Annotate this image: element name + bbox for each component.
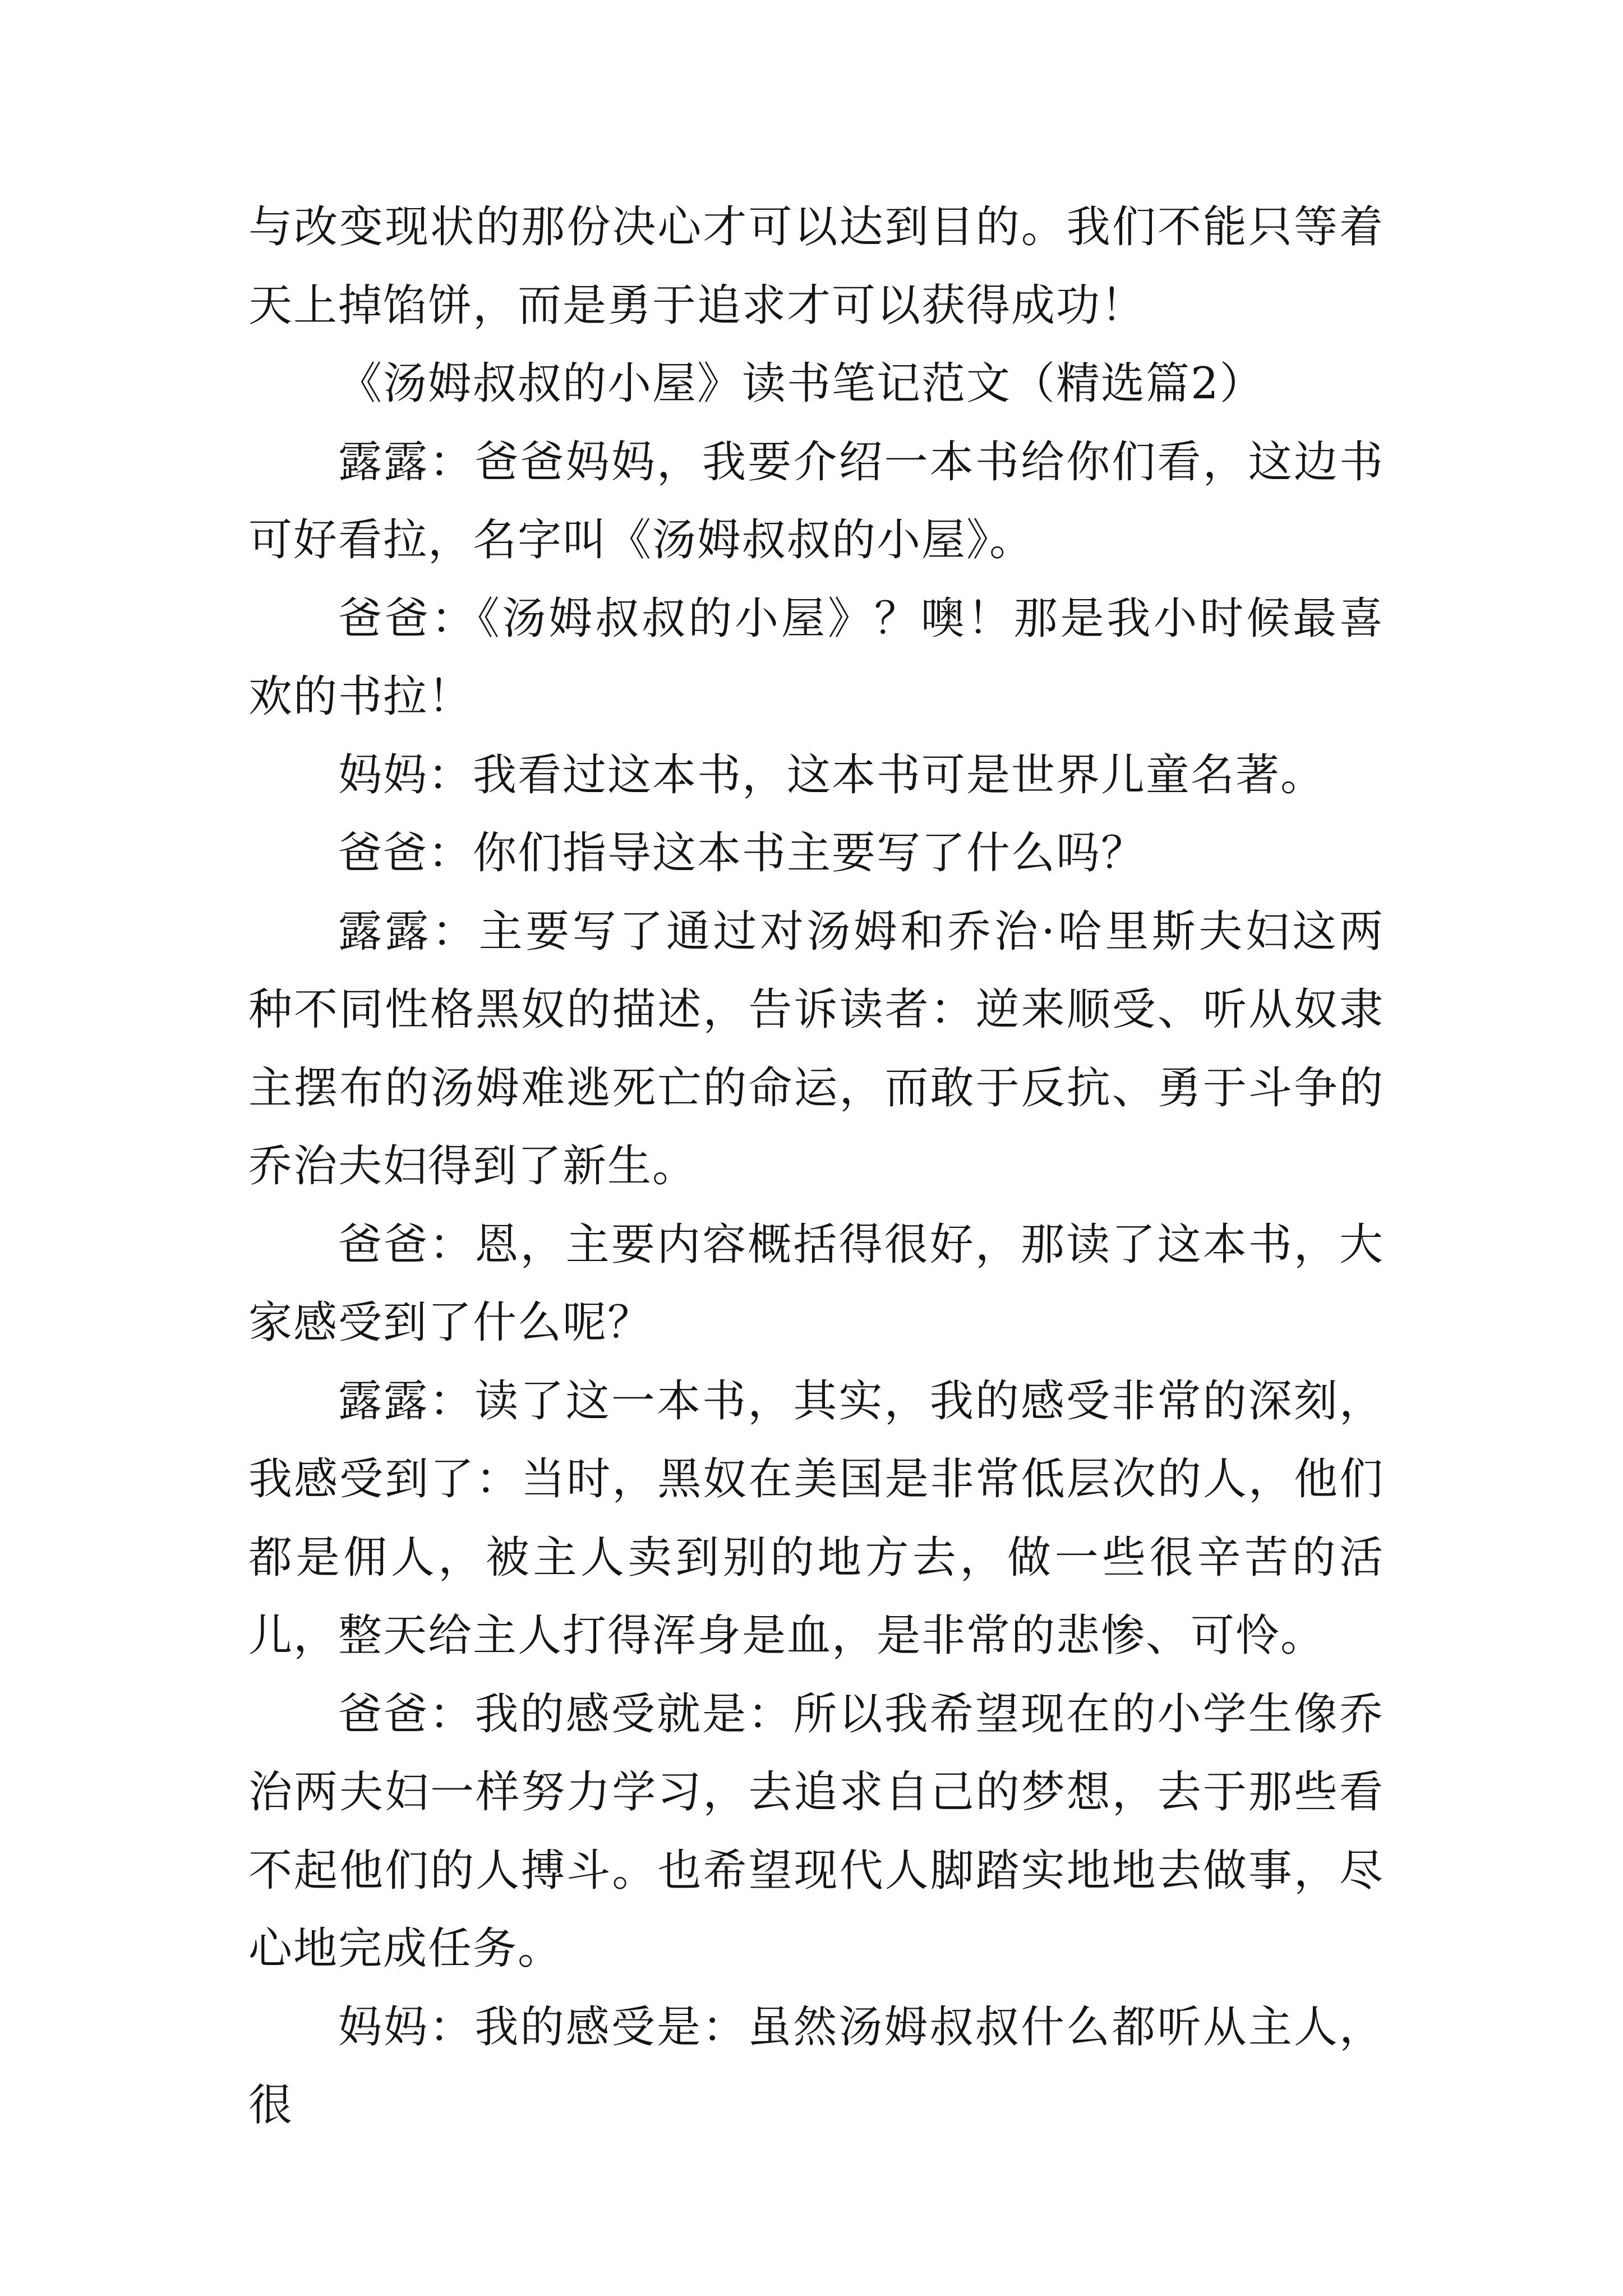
dialogue-mama-2: 妈妈：我的感受是：虽然汤姆叔叔什么都听从主人，很 xyxy=(248,2001,1384,2131)
section-heading: 《汤姆叔叔的小屋》读书笔记范文（精选篇2） xyxy=(338,358,1265,409)
dialogue-lulu-1: 露露：爸爸妈妈，我要介绍一本书给你们看，这边书可好看拉，名字叫《汤姆叔叔的小屋》。 xyxy=(248,436,1384,565)
dialogue-mama-1: 妈妈：我看过这本书，这本书可是世界儿童名著。 xyxy=(338,749,1326,800)
dialogue-lulu-2: 露露：主要写了通过对汤姆和乔治·哈里斯夫妇这两种不同性格黑奴的描述，告诉读者：逆来顺受、听从奴隶主摆布的汤姆难逃死亡的命运，而敢于反抗、勇于斗争的乔治夫妇得到了新生。 xyxy=(248,906,1384,1191)
dialogue-baba-3: 爸爸：恩，主要内容概括得很好，那读了这本书，大家感受到了什么呢？ xyxy=(248,1219,1384,1348)
dialogue-baba-1: 爸爸：《汤姆叔叔的小屋》？噢！那是我小时候最喜欢的书拉！ xyxy=(248,593,1384,722)
paragraph-p1: 与改变现状的那份决心才可以达到目的。我们不能只等着天上掉馅饼，而是勇于追求才可以获得成功！ xyxy=(248,202,1384,331)
dialogue-baba-2: 爸爸：你们指导这本书主要写了什么吗？ xyxy=(338,828,1146,878)
body-text xyxy=(248,188,1384,2145)
dialogue-baba-4: 爸爸：我的感受就是：所以我希望现在的小学生像乔治两夫妇一样努力学习，去追求自己的梦想，去于那些看不起他们的人搏斗。也希望现代人脚踏实地地去做事，尽心地完成任务。 xyxy=(248,1688,1384,1974)
dialogue-lulu-3: 露露：读了这一本书，其实，我的感受非常的深刻，我感受到了：当时，黑奴在美国是非常低层次的人，他们都是佣人，被主人卖到别的地方去，做一些很辛苦的活儿，整天给主人打得浑身是血，是非常的悲惨、可怜。 xyxy=(248,1375,1384,1661)
